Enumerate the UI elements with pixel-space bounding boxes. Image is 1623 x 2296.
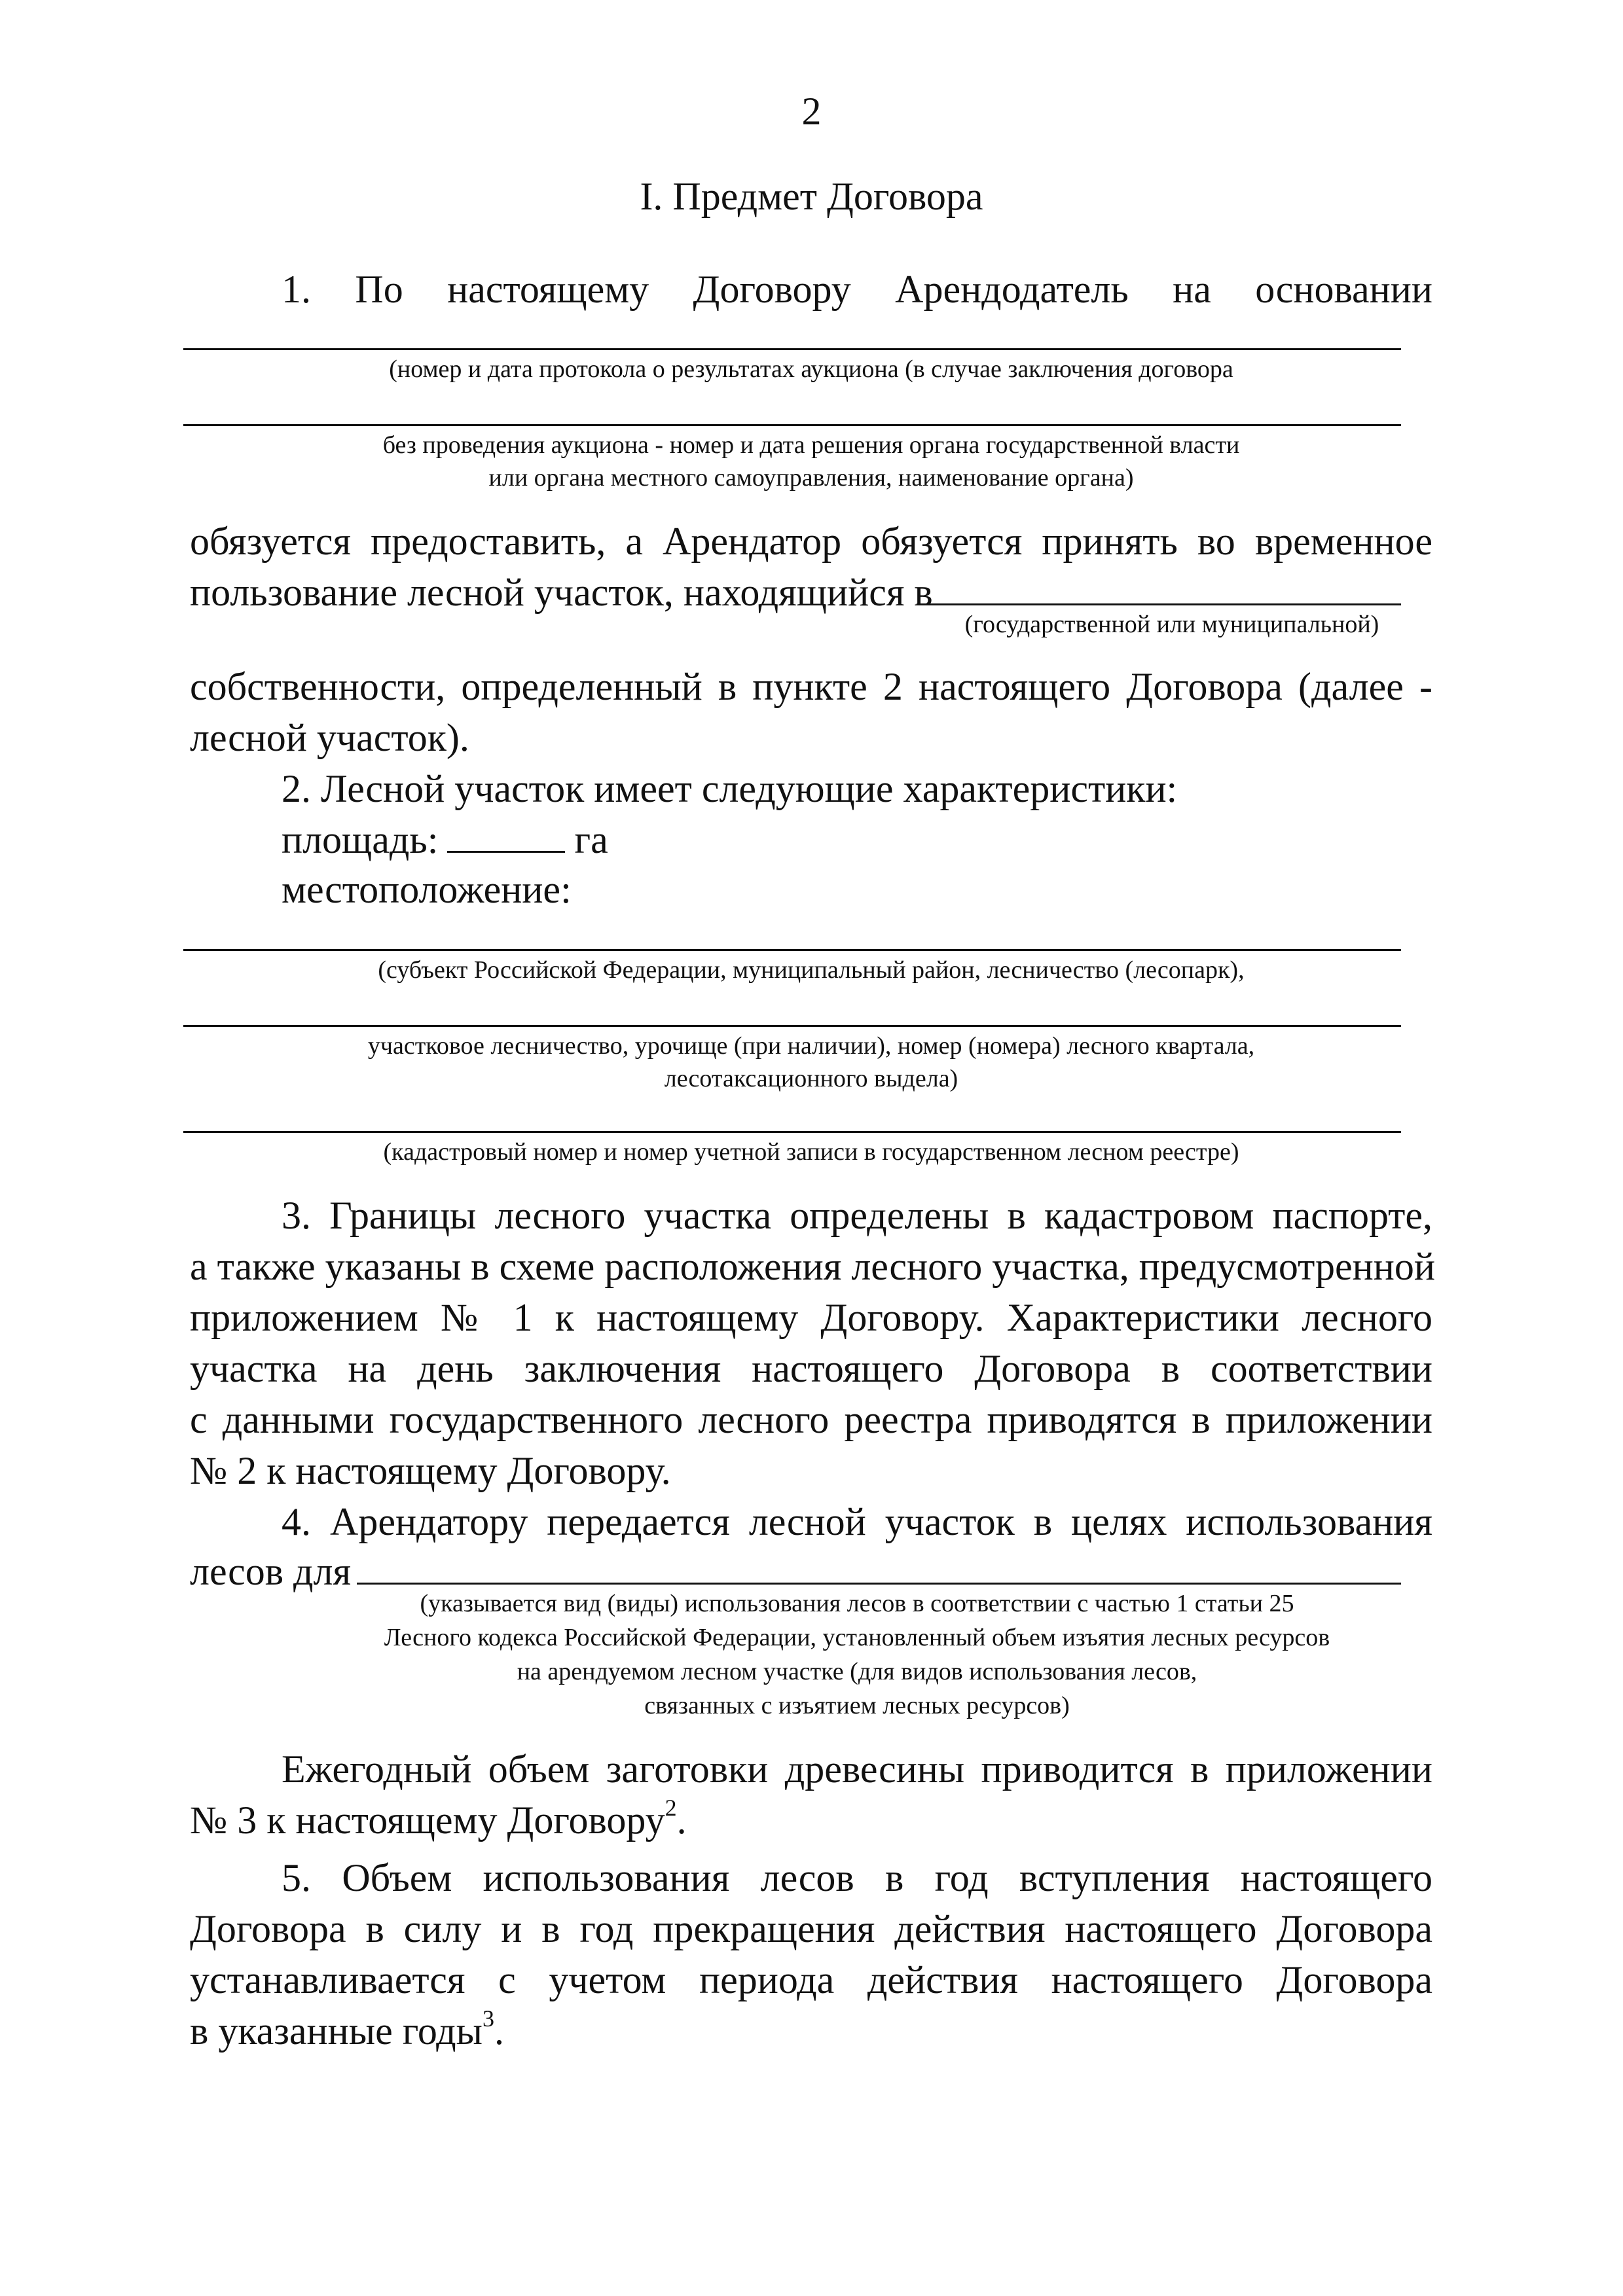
p5-end: . bbox=[494, 2009, 504, 2053]
p1-note-protocol: (номер и дата протокола о результатах аукциона (в случае заключения договора bbox=[389, 355, 1233, 383]
p1-line3: пользование лесной участок, находящийся в bbox=[190, 571, 933, 614]
fill-line-ownership bbox=[917, 603, 1401, 605]
p3-line6: № 2 к настоящему Договору. bbox=[190, 1449, 671, 1492]
p5-line3: устанавливается с учетом периода действия настоящего Договора bbox=[190, 1958, 1432, 2001]
p4-annual-line1: Ежегодный объем заготовки древесины приводится в приложении bbox=[282, 1748, 1432, 1791]
p1-line1: 1. По настоящему Договору Арендодатель на основании bbox=[282, 268, 1432, 311]
p3-line1: 3. Границы лесного участка определены в кадастровом паспорте, bbox=[282, 1194, 1432, 1237]
p3-line5: с данными государственного лесного реестра приводятся в приложении bbox=[190, 1398, 1432, 1441]
p1-note-decision-2: или органа местного самоуправления, наименование органа) bbox=[488, 464, 1134, 492]
p1-line4: собственности, определенный в пункте 2 настоящего Договора (далее - bbox=[190, 665, 1432, 708]
fill-line-forestry bbox=[183, 1025, 1401, 1027]
p3-line2: а также указаны в схеме расположения лесного участка, предусмотренной bbox=[190, 1245, 1435, 1288]
fill-line-cadastral bbox=[183, 1131, 1401, 1133]
p1-line2: обязуется предоставить, а Арендатор обязуется принять во временное bbox=[190, 520, 1432, 563]
footnote-ref-3: 3 bbox=[482, 2005, 494, 2032]
p5-line4 bbox=[190, 2007, 504, 2055]
p2-note-forestry-2: лесотаксационного выдела) bbox=[664, 1065, 958, 1092]
p2-note-forestry-1: участковое лесничество, урочище (при наличии), номер (номера) лесного квартала, bbox=[367, 1032, 1255, 1060]
section-title: I. Предмет Договора bbox=[640, 175, 983, 218]
p2-note-subject: (субъект Российской Федерации, муниципальный район, лесничество (лесопарк), bbox=[378, 956, 1245, 984]
p5-text: в указанные годы bbox=[190, 2009, 483, 2053]
p4-note-4: связанных с изъятием лесных ресурсов) bbox=[644, 1692, 1070, 1719]
page-number: 2 bbox=[801, 90, 822, 133]
p4-line2: лесов для bbox=[190, 1550, 352, 1593]
p1-note-decision-1: без проведения аукциона - номер и дата решения органа государственной власти bbox=[382, 431, 1240, 459]
area-blank bbox=[447, 817, 565, 853]
p4-annual-line2 bbox=[190, 1796, 687, 1844]
p1-note-ownership: (государственной или муниципальной) bbox=[964, 611, 1379, 638]
p2-note-cadastral: (кадастровый номер и номер учетной записи в государственном лесном реестре) bbox=[383, 1138, 1239, 1166]
p2-line1: 2. Лесной участок имеет следующие характеристики: bbox=[282, 767, 1178, 810]
annual-text: № 3 к настоящему Договору bbox=[190, 1799, 665, 1842]
p2-area bbox=[282, 816, 608, 864]
fill-line-subject bbox=[183, 949, 1401, 951]
footnote-ref-2: 2 bbox=[665, 1795, 677, 1821]
p4-line1: 4. Арендатору передается лесной участок в целях использования bbox=[282, 1500, 1432, 1543]
p4-note-2: Лесного кодекса Российской Федерации, установленный объем изъятия лесных ресурсов bbox=[384, 1624, 1330, 1651]
p4-note-3: на арендуемом лесном участке (для видов использования лесов, bbox=[517, 1658, 1197, 1685]
p5-line2: Договора в силу и в год прекращения действия настоящего Договора bbox=[190, 1907, 1432, 1950]
fill-line-usage bbox=[357, 1583, 1401, 1585]
p5-line1: 5. Объем использования лесов в год вступления настоящего bbox=[282, 1856, 1432, 1899]
p1-line5: лесной участок). bbox=[190, 716, 469, 759]
area-label: площадь: bbox=[282, 818, 439, 861]
fill-line-decision bbox=[183, 424, 1401, 426]
p3-line4: участка на день заключения настоящего Договора в соответствии bbox=[190, 1347, 1432, 1390]
fill-line-protocol bbox=[183, 348, 1401, 350]
annual-end: . bbox=[676, 1799, 687, 1842]
p4-note-1: (указывается вид (виды) использования лесов в соответствии с частью 1 статьи 25 bbox=[420, 1590, 1294, 1617]
p3-line3: приложением № 1 к настоящему Договору. Характеристики лесного bbox=[190, 1296, 1432, 1339]
p2-location-label: местоположение: bbox=[282, 868, 572, 911]
area-unit: га bbox=[574, 818, 608, 861]
